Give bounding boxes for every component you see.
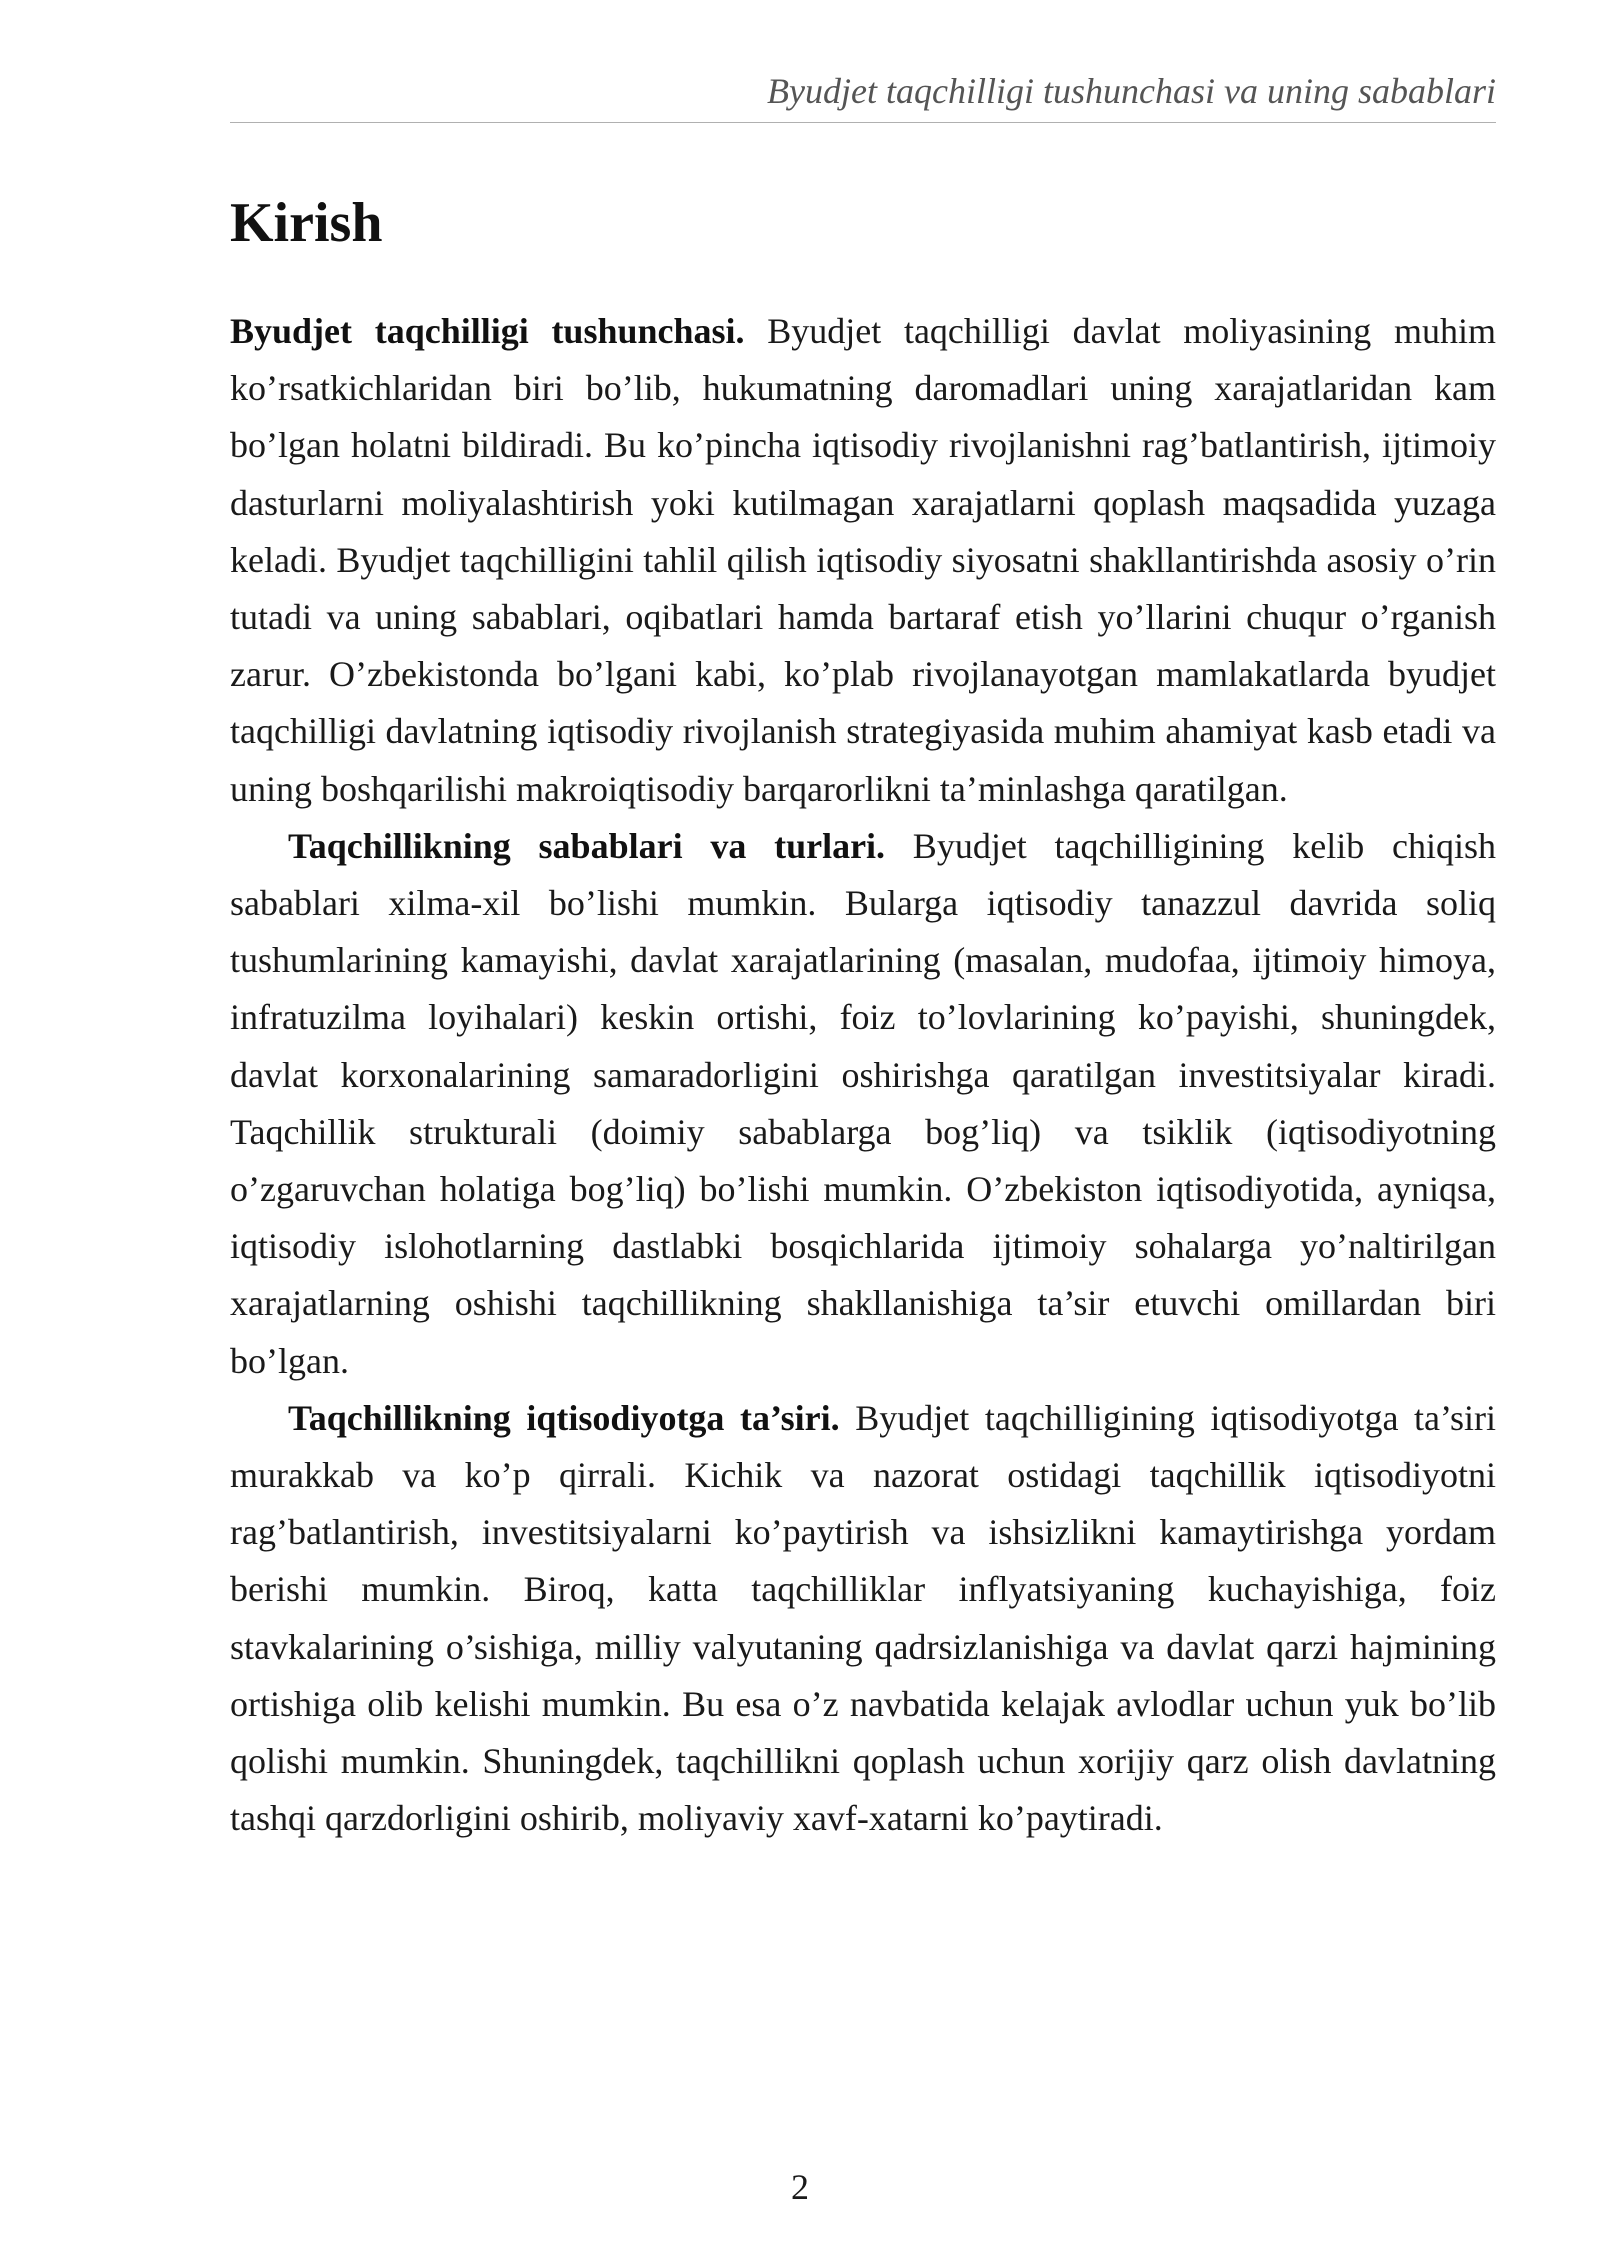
paragraph-deficit-causes bbox=[230, 818, 1496, 1390]
running-header: Byudjet taqchilligi tushunchasi va uning sabablari bbox=[767, 71, 1496, 111]
paragraph-lead: Taqchillikning iqtisodiyotga ta’siri. bbox=[288, 1397, 840, 1438]
paragraph-body: Byudjet taqchilligi davlat moliyasining muhim ko’rsatkichlaridan biri bo’lib, hukumatning daromadlari uning xarajatlaridan kam bo’lgan holatni bildiradi. Bu ko’pincha iqtisodiy rivojlanishni rag’batlantirish, ijtimoiy dasturlarni moliyalashtirish yoki kutilmagan xarajatlarni qoplash maqsadida yuzaga keladi. Byudjet taqchilligini tahlil qilish iqtisodiy siyosatni shakllantirishda asosiy o’rin tutadi va uning sabablari, oqibatlari hamda bartaraf etish yo’llarini chuqur o’rganish zarur. O’zbekistonda bo’lgani kabi, ko’plab rivojlanayotgan mamlakatlarda byudjet taqchilligi davlatning iqtisodiy rivojlanish strategiyasida muhim ahamiyat kasb etadi va uning boshqarilishi makroiqtisodiy barqarorlikni ta’minlashga qaratilgan. bbox=[230, 311, 1497, 809]
section-title: Kirish bbox=[230, 192, 383, 254]
body-text bbox=[230, 303, 1496, 1847]
paragraph-body: Byudjet taqchilligining iqtisodiyotga ta’siri murakkab va ko’p qirrali. Kichik va nazorat ostidagi taqchillik iqtisodiyotni rag’batlantirish, investitsiyalarni ko’paytirish va ishsizlikni kamaytirishga yordam berishi mumkin. Biroq, katta taqchilliklar inflyatsiyaning kuchayishiga, foiz stavkalarining o’sishiga, milliy valyutaning qadrsizlanishiga va davlat qarzi hajmining ortishiga olib kelishi mumkin. Bu esa o’z navbatida kelajak avlodlar uchun yuk bo’lib qolishi mumkin. Shuningdek, taqchillikni qoplash uchun xorijiy qarz olish davlatning tashqi qarzdorligini oshirib, moliyaviy xavf-xatarni ko’paytiradi. bbox=[230, 1397, 1496, 1839]
paragraph-body: Byudjet taqchilligining kelib chiqish sabablari xilma-xil bo’lishi mumkin. Bularga iqtisodiy tanazzul davrida soliq tushumlarining kamayishi, davlat xarajatlarining (masalan, mudofaa, ijtimoiy himoya, infratuzilma loyihalari) keskin ortishi, foiz to’lovlarining ko’payishi, shuningdek, davlat korxonalarining samaradorligini oshirishga qaratilgan investitsiyalar kiradi. Taqchillik strukturali (doimiy sabablarga bog’liq) va tsiklik (iqtisodiyotning o’zgaruvchan holatiga bog’liq) bo’lishi mumkin. O’zbekiston iqtisodiyotida, ayniqsa, iqtisodiy islohotlarning dastlabki bosqichlarida ijtimoiy sohalarga yo’naltirilgan xarajatlarning oshishi taqchillikning shakllanishiga ta’sir etuvchi omillardan biri bo’lgan. bbox=[230, 825, 1496, 1381]
page-number: 2 bbox=[791, 2167, 809, 2207]
header-divider bbox=[230, 122, 1496, 123]
paragraph-lead: Byudjet taqchilligi tushunchasi. bbox=[230, 311, 745, 351]
paragraph-lead: Taqchillikning sabablari va turlari. bbox=[288, 825, 886, 866]
paragraph-budget-deficit-concept bbox=[230, 303, 1496, 818]
paragraph-deficit-impact bbox=[230, 1390, 1496, 1848]
